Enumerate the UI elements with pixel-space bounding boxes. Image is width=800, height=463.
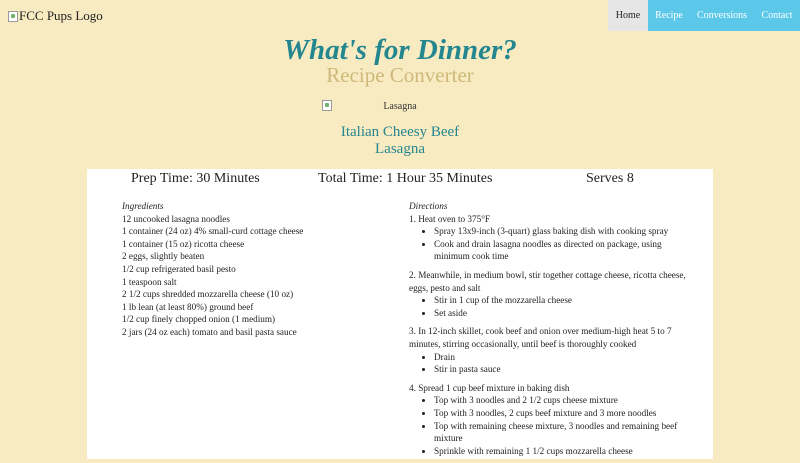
page-title: What's for Dinner? <box>283 34 517 66</box>
page-subtitle: Recipe Converter <box>326 63 474 87</box>
list-item: 2 eggs, slightly beaten <box>122 251 205 262</box>
list-item: • Stir in pasta sauce <box>434 363 699 376</box>
list-item: • Sprinkle with remaining 1 1/2 cups mozzarella cheese <box>434 445 699 458</box>
logo[interactable] <box>8 8 103 24</box>
list-item: 1/2 cup refrigerated basil pesto <box>122 263 236 274</box>
directions-heading: Directions <box>409 201 448 211</box>
recipe-card <box>87 169 713 459</box>
list-item: 1 lb lean (at least 80%) ground beef <box>122 301 254 312</box>
list-item: • Top with remaining cheese mixture, 3 noodles and remaining beef mixture <box>434 420 699 445</box>
ingredients-section <box>122 200 382 339</box>
nav-home[interactable]: Home <box>608 0 648 31</box>
nav-recipe[interactable]: Recipe <box>648 0 690 31</box>
nav-contact[interactable]: Contact <box>754 0 800 31</box>
broken-image-icon <box>322 100 332 111</box>
step-text: 1. Heat oven to 375°F <box>409 213 490 224</box>
list-item: • Drain <box>434 351 699 364</box>
list-item: 1 container (15 oz) ricotta cheese <box>122 238 245 249</box>
direction-step <box>409 325 699 375</box>
list-item: • Top with 3 noodles and 2 1/2 cups cheese mixture <box>434 394 699 407</box>
direction-step <box>409 213 699 263</box>
step-text: 2. Meanwhile, in medium bowl, stir together cottage cheese, ricotta cheese, eggs, pesto and salt <box>409 269 686 293</box>
list-item: 1 container (24 oz) 4% small-curd cottage cheese <box>122 226 304 237</box>
recipe-image-alt: Lasagna <box>383 100 417 112</box>
servings: Serves 8 <box>586 171 634 186</box>
directions-section <box>409 200 699 463</box>
list-item: 2 jars (24 oz each) tomato and basil pasta sauce <box>122 326 297 337</box>
list-item: 1 teaspoon salt <box>122 276 177 287</box>
broken-image-icon <box>8 11 18 22</box>
recipe-stats <box>87 169 713 191</box>
recipe-name <box>0 124 800 158</box>
list-item: • Set aside <box>434 307 699 320</box>
recipe-name-line2: Lasagna <box>375 141 425 157</box>
logo-alt-text: FCC Pups Logo <box>19 8 103 23</box>
total-time: Total Time: 1 Hour 35 Minutes <box>318 171 493 186</box>
direction-step <box>409 382 699 458</box>
list-item: 12 uncooked lasagna noodles <box>122 213 230 224</box>
list-item: 1/2 cup finely chopped onion (1 medium) <box>122 314 276 325</box>
list-item: • Spray 13x9-inch (3-quart) glass baking dish with cooking spray <box>434 225 699 238</box>
navbar <box>0 0 800 31</box>
step-text: 3. In 12-inch skillet, cook beef and onion over medium-high heat 5 to 7 minutes, stirring occasionally, until beef is thoroughly cooked <box>409 326 672 349</box>
list-item: • Top with 3 noodles, 2 cups beef mixture and 3 more noodles <box>434 407 699 420</box>
prep-time: Prep Time: 30 Minutes <box>131 171 260 186</box>
list-item: • Cook and drain lasagna noodles as directed on package, using minimum cook time <box>434 238 699 263</box>
recipe-name-line1: Italian Cheesy Beef <box>340 124 460 140</box>
list-item: 2 1/2 cups shredded mozzarella cheese (10 oz) <box>122 289 294 300</box>
list-item: • Stir in 1 cup of the mozzarella cheese <box>434 294 699 307</box>
ingredients-heading: Ingredients <box>122 201 164 211</box>
step-text: 4. Spread 1 cup beef mixture in baking dish <box>409 382 570 393</box>
nav-links <box>608 0 800 31</box>
recipe-image <box>322 98 478 114</box>
direction-step <box>409 269 699 319</box>
nav-conversions[interactable]: Conversions <box>690 0 754 31</box>
